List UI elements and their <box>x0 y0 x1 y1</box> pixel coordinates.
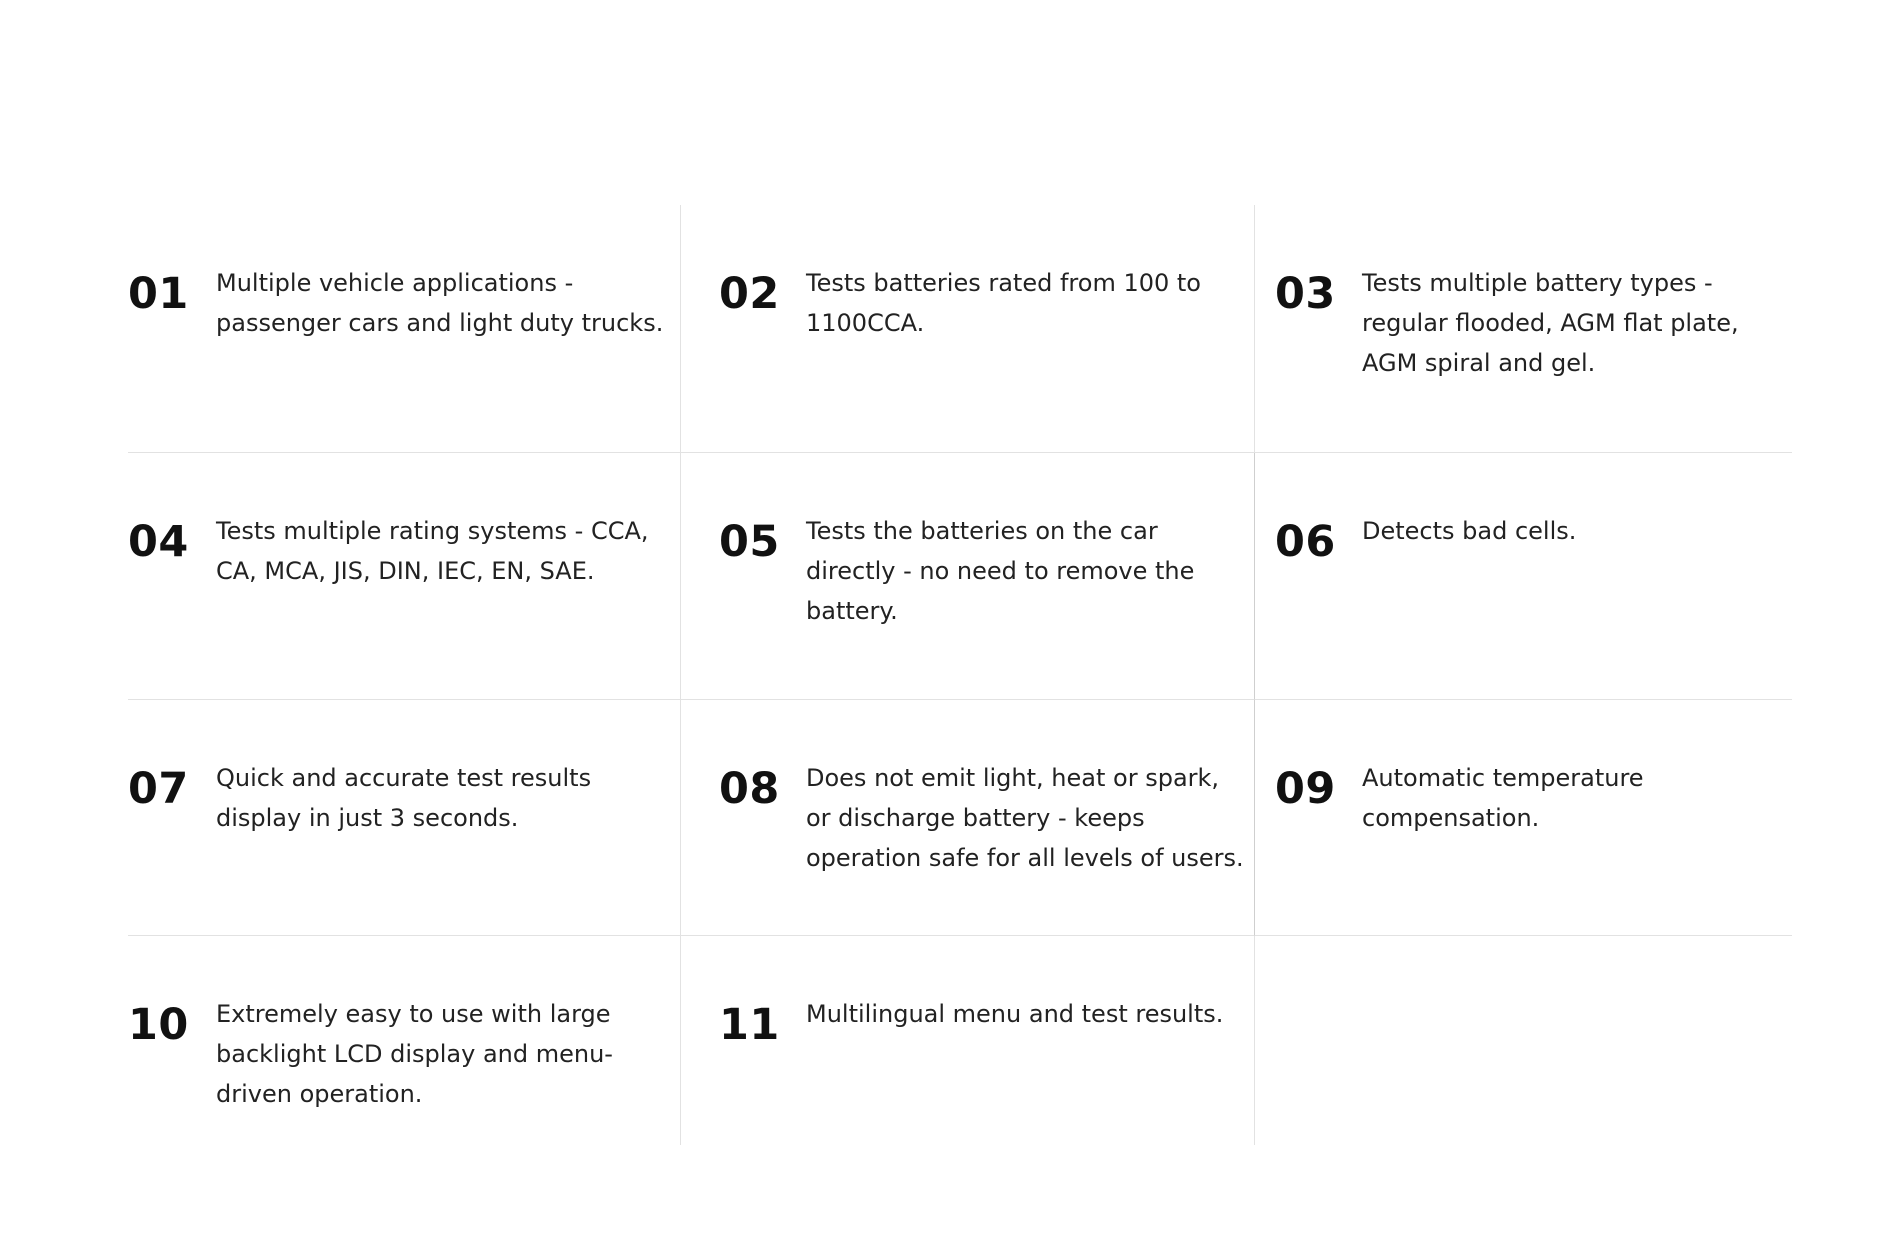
feature-number: 10 <box>128 1000 189 1050</box>
feature-number: 11 <box>719 1000 780 1050</box>
feature-item-02 <box>681 205 1255 453</box>
empty-cell <box>1255 936 1792 1145</box>
feature-item-03 <box>1255 205 1792 453</box>
feature-item-04 <box>128 453 681 700</box>
feature-item-07 <box>128 700 681 936</box>
feature-text: Multilingual menu and test results. <box>806 1000 1224 1028</box>
feature-number: 07 <box>128 764 189 814</box>
feature-number: 05 <box>719 517 780 567</box>
feature-number: 08 <box>719 764 780 814</box>
feature-number: 09 <box>1275 764 1336 814</box>
feature-text: Quick and accurate test results display in just 3 seconds. <box>216 764 592 832</box>
feature-item-09 <box>1255 700 1792 936</box>
feature-number: 06 <box>1275 517 1336 567</box>
feature-text: Multiple vehicle applications - passenger cars and light duty trucks. <box>216 269 664 337</box>
feature-number: 03 <box>1275 269 1336 319</box>
feature-text: Tests multiple rating systems - CCA, CA, MCA, JIS, DIN, IEC, EN, SAE. <box>216 517 649 585</box>
feature-text: Tests the batteries on the car directly - no need to remove the battery. <box>806 517 1195 625</box>
feature-item-10 <box>128 936 681 1145</box>
feature-item-05 <box>681 453 1255 700</box>
feature-number: 02 <box>719 269 780 319</box>
feature-text: Automatic temperature compensation. <box>1362 764 1644 832</box>
feature-item-11 <box>681 936 1255 1145</box>
feature-number: 01 <box>128 269 189 319</box>
feature-text: Tests multiple battery types - regular flooded, AGM flat plate, AGM spiral and gel. <box>1362 269 1739 377</box>
feature-item-06 <box>1255 453 1792 700</box>
feature-text: Extremely easy to use with large backlight LCD display and menu-driven operation. <box>216 1000 613 1108</box>
feature-text: Does not emit light, heat or spark, or discharge battery - keeps operation safe for all levels of users. <box>806 764 1244 872</box>
feature-item-01 <box>128 205 681 453</box>
feature-grid <box>128 205 1792 1145</box>
feature-text: Detects bad cells. <box>1362 517 1577 545</box>
feature-text: Tests batteries rated from 100 to 1100CCA. <box>806 269 1201 337</box>
feature-item-08 <box>681 700 1255 936</box>
feature-number: 04 <box>128 517 189 567</box>
